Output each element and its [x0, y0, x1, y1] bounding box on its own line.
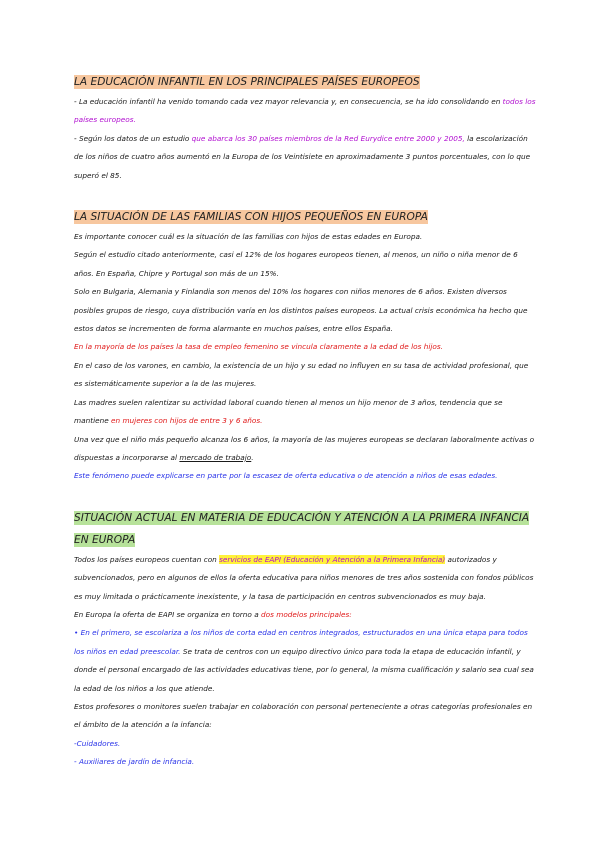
paragraph-highlight: En la mayoría de los países la tasa de empleo femenino se vincula claramente a la edad de los hijos. — [74, 342, 443, 352]
section-families — [74, 205, 536, 486]
list-item: - Auxiliares de jardín de infancia. — [74, 757, 195, 767]
paragraph: Solo en Bulgaria, Alemania y Finlandia son menos del 10% los hogares con niños menores de 6 años. Existen diversos posibles grupos de riesgo, cuya distribución varía en los distintos países europeos. La actual crisis económica ha hecho que estos datos se incrementen de forma alarmante en muchos países, entre ellos España. — [74, 287, 528, 334]
list-item: -Cuidadores. — [74, 738, 121, 748]
paragraph: Es importante conocer cuál es la situación de las familias con hijos de estas edades en Europa. — [74, 232, 423, 242]
paragraph: • En el primero, se escolariza a los niños de corta edad en centros integrados, estructurados en una única etapa para todos los niños en edad preescolar. Se trata de centros con un equipo directivo único para toda la etapa de educación infantil, y donde el personal encargado de las actividades educativas tiene, por lo general, la misma cualificación y salario sea cual sea la edad de los niños a los que atiende. — [74, 628, 534, 693]
paragraph: Una vez que el niño más pequeño alcanza los 6 años, la mayoría de las mujeres europeas se declaran laboralmente activas o dispuestas a incorporarse al mercado de trabajo. — [74, 434, 535, 462]
paragraph: Estos profesores o monitores suelen trabajar en colaboración con personal perteneciente a otras categorías profesionales en el ámbito de la atención a la infancia: — [74, 701, 533, 730]
section-heading: LA SITUACIÓN DE LAS FAMILIAS CON HIJOS PEQUEÑOS EN EUROPA — [74, 211, 428, 224]
section-current-situation — [74, 506, 536, 772]
paragraph: Las madres suelen ralentizar su actividad laboral cuando tienen al menos un hijo menor de 3 años, tendencia que se mantiene en mujeres con hijos de entre 3 y 6 años. — [74, 397, 503, 426]
paragraph: En el caso de los varones, en cambio, la existencia de un hijo y su edad no influyen en su tasa de actividad profesional, que es sistemáticamente superior a la de las mujeres. — [74, 360, 529, 389]
section-early-education — [74, 70, 536, 185]
paragraph: - La educación infantil ha venido tomando cada vez mayor relevancia y, en consecuencia, se ha ido consolidando en todos los países europeos. — [74, 97, 536, 125]
section-heading: SITUACIÓN ACTUAL EN MATERIA DE EDUCACIÓN Y ATENCIÓN A LA PRIMERA INFANCIA EN EUROPA — [74, 511, 530, 546]
paragraph: - Según los datos de un estudio que abarca los 30 países miembros de la Red Eurydice entre 2000 y 2005, la escolarización de los niños de cuatro años aumentó en la Europa de los Veintisiete en aproximadamente 3 puntos porcentuales, con lo que superó el 85. — [74, 133, 531, 180]
section-heading: LA EDUCACIÓN INFANTIL EN LOS PRINCIPALES PAÍSES EUROPEOS — [74, 76, 420, 88]
paragraph: En Europa la oferta de EAPI se organiza en torno a dos modelos principales: — [74, 609, 352, 619]
paragraph: Según el estudio citado anteriormente, casi el 12% de los hogares europeos tienen, al menos, un niño o niña menor de 6 años. En España, Chipre y Portugal son más de un 15%. — [74, 250, 518, 278]
paragraph-highlight: Este fenómeno puede explicarse en parte por la escasez de oferta educativa o de atención a niños de esas edades. — [74, 471, 498, 481]
paragraph: Todos los países europeos cuentan con servicios de EAPI (Educación y Atención a la Primera Infancia) autorizados y subvencionados, pero en algunos de ellos la oferta educativa para niños menores de tres años sostenida con fondos públicos es muy limitada o prácticamente inexistente, y la tasa de participación en centros subvencionados es muy baja. — [74, 554, 534, 601]
